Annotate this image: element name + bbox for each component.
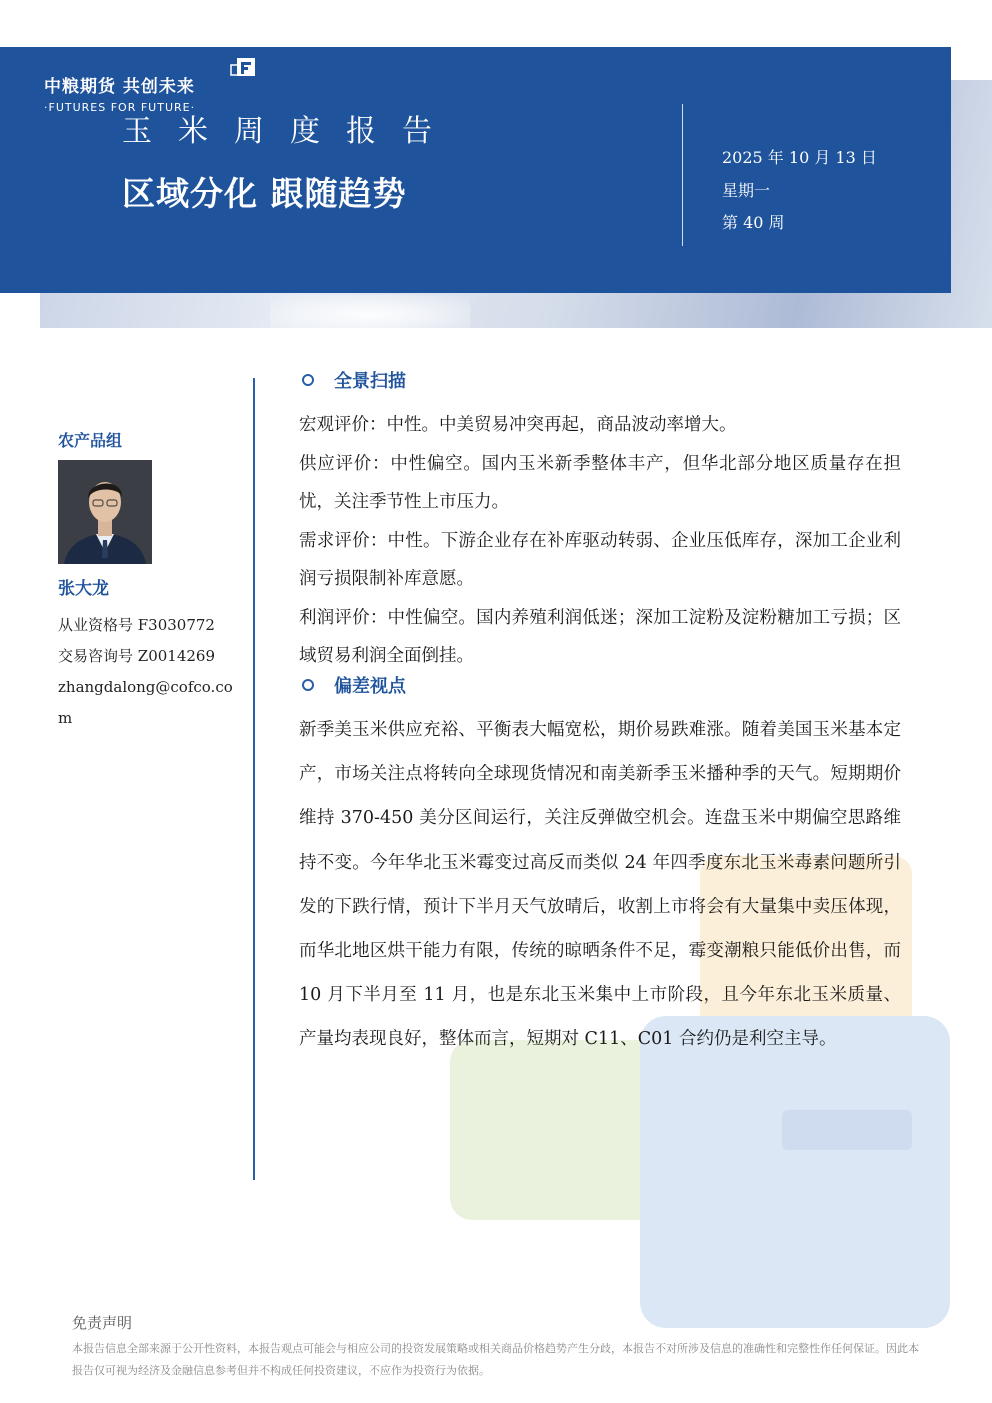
report-date: 2025 年 10 月 13 日 (722, 148, 877, 167)
consult-number: 交易咨询号 Z0014269 (58, 647, 215, 665)
author-name: 张大龙 (58, 579, 109, 599)
scan-item-demand: 需求评价：中性。下游企业存在补库驱动转弱、企业压低库存，深加工企业利润亏损限制补库意愿。 (299, 530, 901, 589)
report-type: 玉米周度报告 (122, 114, 458, 149)
date-block (722, 142, 877, 240)
bullet-circle-icon (302, 679, 314, 691)
sidebar-divider (253, 378, 255, 1180)
scan-item-profit: 利润评价：中性偏空。国内养殖利润低迷；深加工淀粉及淀粉糖加工亏损；区域贸易利润全面倒挂。 (299, 607, 901, 666)
team-name: 农产品组 (58, 431, 123, 450)
report-weekday: 星期一 (722, 180, 771, 200)
scan-list (299, 406, 901, 676)
logo-cn-text: 中粮期货 共创未来 (44, 77, 195, 97)
logo-mark-icon (229, 56, 257, 84)
view-paragraph: 新季美玉米供应充裕、平衡表大幅宽松，期价易跌难涨。随着美国玉米基本定产，市场关注点将转向全球现货情况和南美新季玉米播种季的天气。短期期价维持 370-450 美分区间运行，关注反弹做空机会。连盘玉米中期偏空思路维持不变。今年华北玉米霉变过高反而类似 24 年四季度东北玉米毒素问题所引发的下跌行情，预计下半月天气放晴后，收割上市将会有大量集中卖压体现，而华北地区烘干能力有限，传统的晾晒条件不足，霉变潮粮只能低价出售，而 10 月下半月至 11 月，也是东北玉米集中上市阶段，且今年东北玉米质量、产量均表现良好，整体而言，短期对 C11、C01 合约仍是利空主导。 (299, 720, 901, 1050)
section-heading-scan-label: 全景扫描 (334, 371, 406, 392)
bullet-circle-icon (302, 374, 314, 386)
decor-blue-square (640, 1016, 950, 1328)
license-number: 从业资格号 F3030772 (58, 616, 215, 634)
section-heading-scan (300, 367, 406, 393)
author-info (58, 610, 238, 734)
author-avatar (58, 460, 152, 564)
author-email[interactable]: zhangdalong@cofco.com (58, 678, 233, 727)
report-week: 第 40 周 (722, 213, 785, 232)
logo-en-text: ·FUTURES FOR FUTURE· (44, 101, 196, 114)
section-heading-view (300, 672, 406, 698)
scan-item-supply: 供应评价：中性偏空。国内玉米新季整体丰产，但华北部分地区质量存在担忧，关注季节性上市压力。 (299, 453, 901, 512)
header-divider (682, 104, 683, 246)
section-heading-view-label: 偏差视点 (334, 676, 406, 697)
scan-item-macro: 宏观评价：中性。中美贸易冲突再起，商品波动率增大。 (299, 415, 737, 435)
page-title: 区域分化 跟随趋势 (122, 174, 407, 213)
disclaimer-text: 本报告信息全部来源于公开性资料，本报告观点可能会与相应公司的投资发展策略或相关商品价格趋势产生分歧，本报告不对所涉及信息的准确性和完整性作任何保证。因此本报告仅可视为经济及金融信息参考但并不构成任何投资建议，不应作为投资行为依据。 (72, 1342, 919, 1377)
disclaimer-title: 免责声明 (72, 1314, 133, 1332)
decor-blue-bar (782, 1110, 912, 1150)
